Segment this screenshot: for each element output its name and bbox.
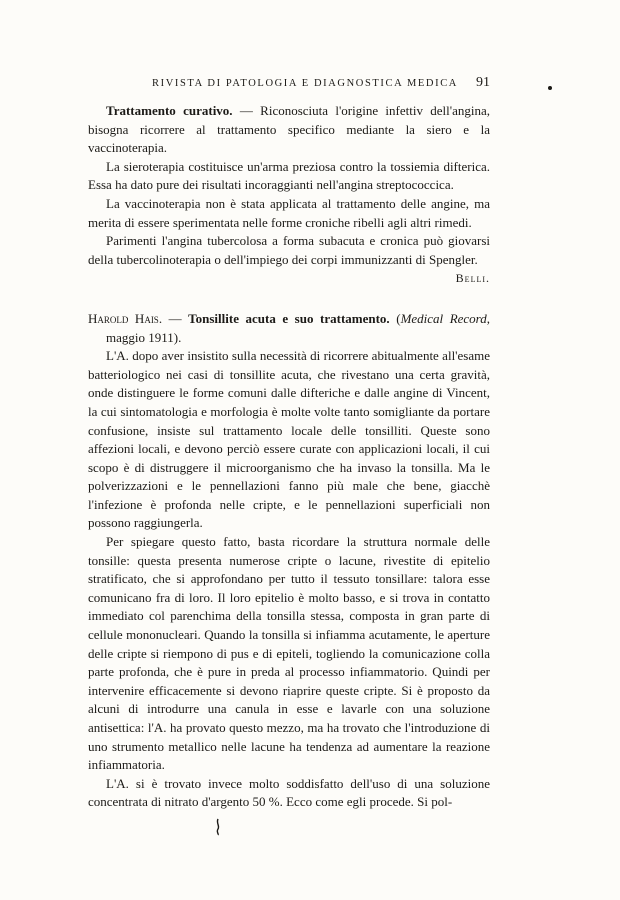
- article2-paragraph-3: L'A. si è trovato invece molto soddisfatto dell'uso di una soluzione concentrata di nitrato d'argento 50 %. Ecco come egli procede. Si pol-: [88, 775, 490, 810]
- article2-dash: —: [162, 310, 189, 326]
- article2-source: Medical Record: [400, 310, 487, 326]
- article2-citation: [88, 310, 490, 347]
- article2-title: Tonsillite acuta e suo trattamento.: [188, 310, 390, 326]
- article1-paragraph-2: La sieroterapia costituisce un'arma preziosa contro la tossiemia difterica. Essa ha dato pure dei risultati incoraggianti nell'angina streptococcica.: [88, 158, 490, 193]
- article1-dash: —: [232, 103, 261, 118]
- article2-paragraph-1: L'A. dopo aver insistito sulla necessità di ricorrere abitualmente all'esame batteriologico nei casi di tonsillite acuta, che rivestano una certa gravità, onde distinguere le forme comuni dalle difteriche e dalle angine di Vincent, la cui sintomatologia e morfologia è molte volte tanto somigliante da portare confusione, insiste sul trattamento locale delle tonsilliti. Queste sono affezioni locali, e devono perciò essere curate con applicazioni locali, il cui scopo è di distruggere il microorganismo che ha invaso la tonsilla. Ma le polverizzazioni e le pennellazioni fanno più male che bene, giacchè l'infezione è profonda nelle cripte, e le pennellazioni superficiali non possono raggiungerla.: [88, 348, 490, 531]
- article2-paragraph-2: Per spiegare questo fatto, basta ricordare la struttura normale delle tonsille: questa presenta numerose cripte o lacune, rivestite di epitelio stratificato, che si approfondano per tutto il tessuto tonsillare: talora esse comunicano fra di loro. Il loro epitelio è molto basso, e si trova in contatto immediato col parenchima della tonsilla stessa, composta in gran parte di cellule mononucleari. Quando la tonsilla si infiamma acutamente, le aperture delle cripte si riempono di pus e di epiteli, togliendo la comunicazione colla parte profonda, che è pure in preda al processo infiammatorio. Quindi per intervenire efficacemente si devono riaprire queste cripte. Si è proposto da alcuni di introdurre una canula in esse e lavarle con una soluzione antisettica: l'A. ha provato questo mezzo, ma ha trovato che l'introduzione di uno strumento metallico nelle lacune ha tendenza ad aumentare la reazione infiammatoria.: [88, 534, 490, 773]
- running-title: RIVISTA DI PATOLOGIA E DIAGNOSTICA MEDICA: [152, 78, 458, 89]
- article2-source-open: (: [389, 310, 401, 326]
- article2-source-close: , maggio 1911).: [106, 310, 491, 345]
- article1-paragraph-1-text: Riconosciuta l'origine infettiv dell'angina, bisogna ricorrere al trattamento specifico mediante la siero e la vaccinoterapia.: [88, 103, 491, 156]
- article1-paragraph-4: Parimenti l'angina tubercolosa a forma subacuta e cronica può giovarsi della tubercolinoterapia o dell'impiego dei corpi immunizzanti di Spengler.: [88, 233, 490, 267]
- ink-mark: [213, 818, 223, 836]
- section-gap: [88, 288, 490, 310]
- article1-paragraph-3: La vaccinoterapia non è stata applicata al trattamento delle angine, ma merita di essere sperimentata nelle forme croniche ribelli agli altri rimedi.: [88, 195, 490, 230]
- page-number: 91: [476, 75, 490, 90]
- article2-author: Harold Hais.: [88, 310, 163, 326]
- article1-signature: Belli.: [455, 271, 490, 286]
- body-text: [88, 102, 490, 812]
- article1-paragraph-1: [88, 102, 490, 158]
- margin-speck: [548, 86, 552, 90]
- article1-heading: Trattamento curativo.: [106, 103, 233, 118]
